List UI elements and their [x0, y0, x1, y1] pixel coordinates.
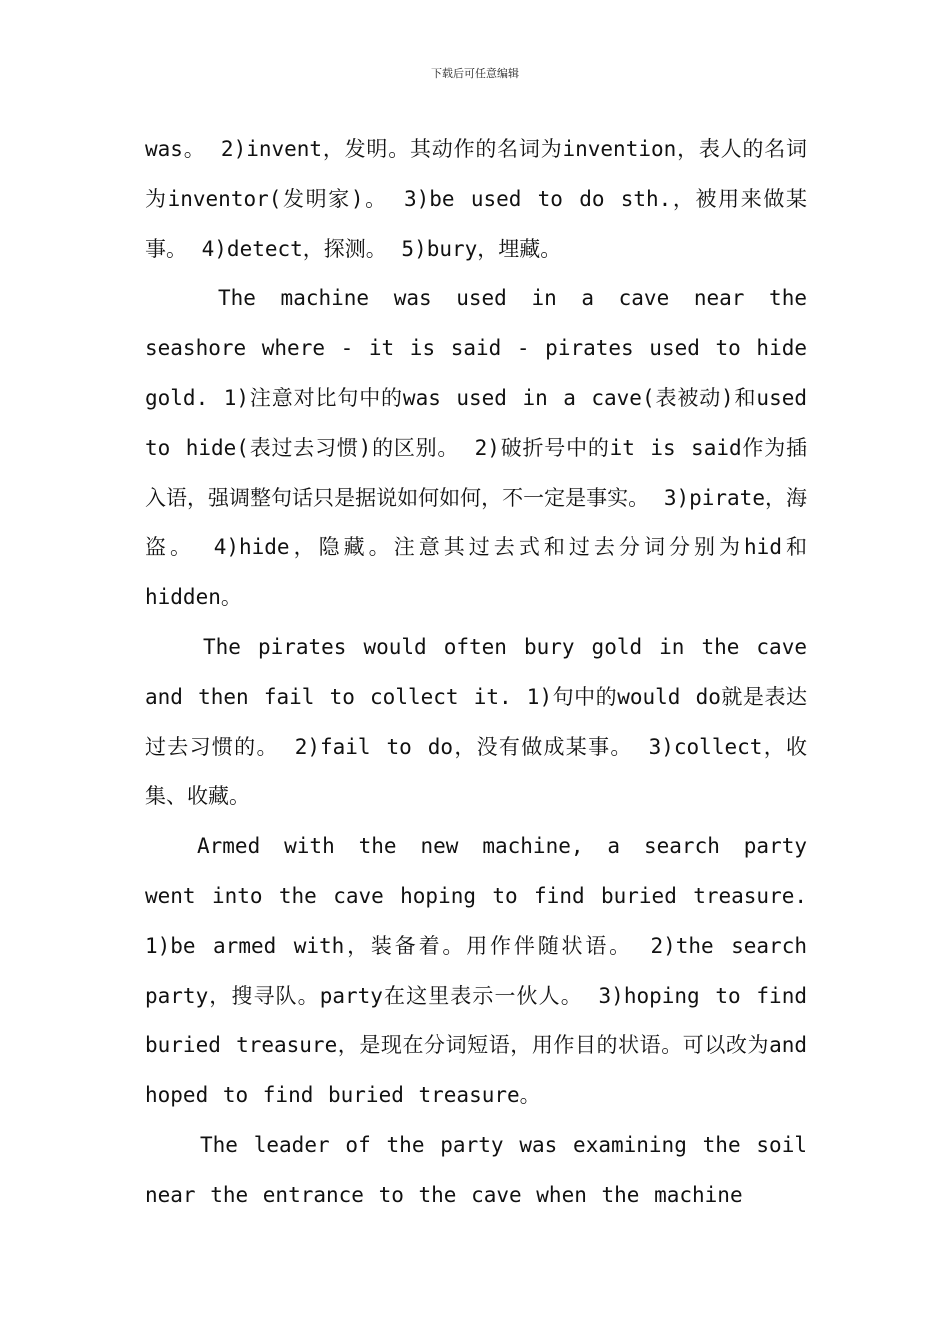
paragraph-machine-cave: The machine was used in a cave near the seashore where - it is said - pirates used to hide gold. 1)注意对比句中的was used in a cave(表被动)和used to hide(表过去习惯)的区别。 2)破折号中的it is said作为插入语，强调整句话只是据说如何如何，不一定是事实。 3)pirate，海盗。 4)hide，隐藏。注意其过去式和过去分词分别为hid和hidden。	[145, 286, 807, 610]
paragraph-pirates-bury: The pirates would often bury gold in the cave and then fail to collect it. 1)句中的would do就是表达过去习惯的。 2)fail to do，没有做成某事。 3)collect，收集、收藏。	[145, 634, 807, 809]
paragraph-leader: The leader of the party was examining the soil near the entrance to the cave when the machine	[145, 1132, 807, 1207]
document-body	[145, 125, 807, 1221]
page-header: 下载后可任意编辑	[431, 67, 519, 80]
paragraph-vocab-notes: was。 2)invent，发明。其动作的名词为invention，表人的名词为inventor(发明家)。 3)be used to do sth.，被用来做某事。 4)detect，探测。 5)bury，埋藏。	[145, 137, 807, 261]
paragraph-search-party: Armed with the new machine, a search party went into the cave hoping to find buried treasure. 1)be armed with，装备着。用作伴随状语。 2)the search party，搜寻队。party在这里表示一伙人。 3)hoping to find buried treasure，是现在分词短语，用作目的状语。可以改为and hoped to find buried treasure。	[145, 834, 807, 1108]
